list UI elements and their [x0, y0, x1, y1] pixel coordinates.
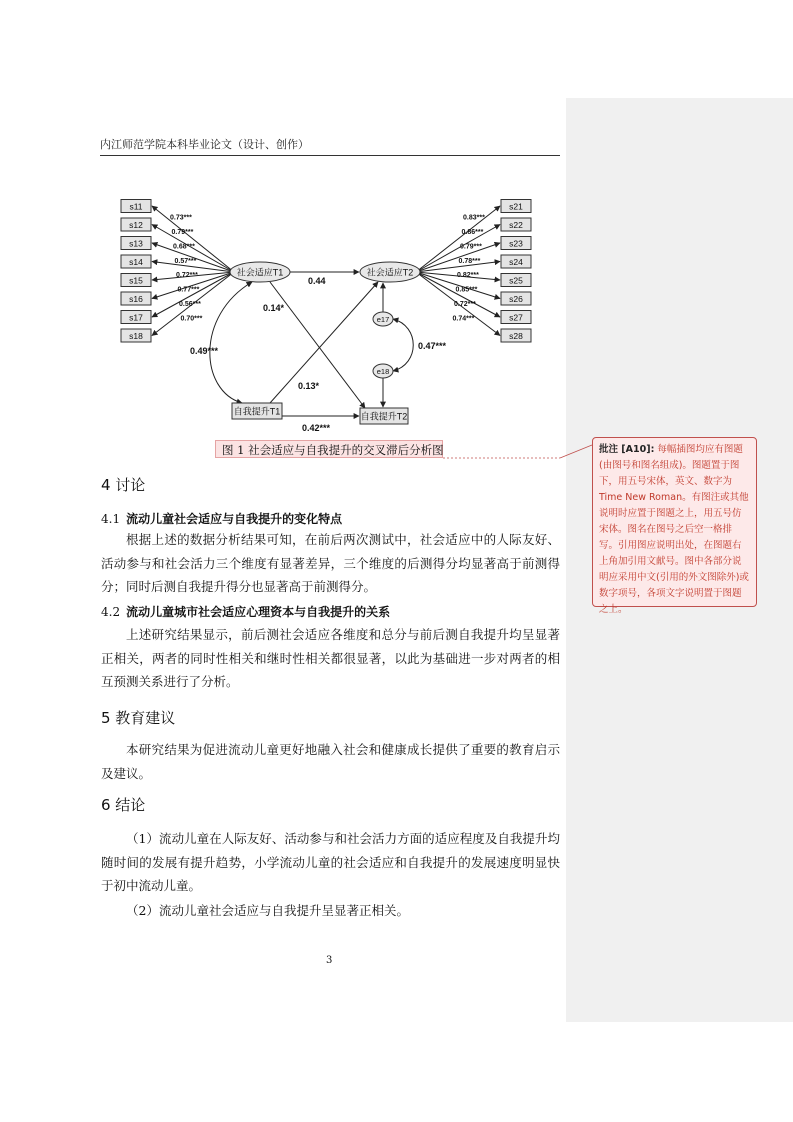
section-4-2-number: 4.2 — [101, 605, 121, 619]
path-self-to-social-label: 0.13* — [298, 381, 320, 391]
comment-tag: 批注 [A10]: — [599, 444, 655, 455]
path-self-stability-label: 0.42*** — [302, 423, 331, 433]
conclusion-item-1: （1）流动儿童在人际友好、活动参与和社会活力方面的适应程度及自我提升均随时间的发展有提升趋势，小学流动儿童的社会适应和自我提升的发展速度明显快于初中流动儿童。 — [101, 831, 560, 893]
covariance-t1-label: 0.49*** — [190, 346, 219, 356]
section-4-2-text: 流动儿童城市社会适应心理资本与自我提升的关系 — [126, 605, 391, 619]
indicator-s17-label: s17 — [129, 312, 143, 323]
section-6-title: 6 结论 — [101, 796, 146, 814]
section-4-1-paragraph: 根据上述的数据分析结果可知，在前后两次测试中，社会适应中的人际友好、活动参与和社会活力三个维度有显著差异，三个维度的后测得分均显著高于前测得分；同时后测自我提升得分也显著高于前测得分。 — [101, 532, 560, 594]
observed-self-t2-label: 自我提升T2 — [360, 411, 408, 422]
comment-text: 每幅插图均应有图题(由图号和图名组成)。图题置于图下，用五号宋体，英文、数字为 Time New Roman。有图注或其他说明时应置于图题之上，用五号仿宋体。图名在图号之后空一格排写。引用图应说明出处，在图题右上角加引用文献号。图中各部分说明应采用中文(引用的外文图除外)或数字项号，各项文字说明置于图题之上。 — [599, 444, 749, 615]
loading-s11: 0.73*** — [170, 214, 192, 222]
section-4-1-title — [101, 510, 342, 527]
section-4-2-title — [101, 603, 390, 620]
indicator-s26-label: s26 — [509, 294, 523, 304]
indicator-s18-label: s18 — [129, 331, 143, 341]
loading-s21: 0.83*** — [463, 214, 485, 222]
indicator-s24-label: s24 — [509, 257, 523, 267]
section-5-title: 5 教育建议 — [101, 709, 176, 727]
path-social-to-self-label: 0.14* — [263, 303, 285, 313]
indicator-s14-label: s14 — [129, 257, 143, 267]
indicator-s15-label: s15 — [129, 275, 143, 286]
loading-s18: 0.70*** — [180, 315, 203, 323]
loading-s16: 0.77*** — [177, 286, 200, 294]
loading-s12: 0.79*** — [171, 228, 194, 236]
observed-self-t1-label: 自我提升T1 — [233, 406, 281, 417]
section-4-title: 4 讨论 — [101, 476, 146, 494]
indicator-s11-label: s11 — [129, 201, 143, 212]
loading-s27: 0.72*** — [454, 301, 476, 309]
latent-social-t1-label: 社会适应T1 — [236, 267, 284, 278]
loading-s14: 0.57*** — [174, 257, 197, 265]
section-5-paragraph: 本研究结果为促进流动儿童更好地融入社会和健康成长提供了重要的教育启示及建议。 — [101, 742, 560, 781]
section-4-1-number: 4.1 — [101, 512, 121, 526]
latent-social-t2-label: 社会适应T2 — [366, 267, 414, 278]
section-4-2-paragraph: 上述研究结果显示，前后测社会适应各维度和总分与前后测自我提升均呈显著正相关，两者的同时性相关和继时性相关都很显著，以此为基础进一步对两者的相互预测关系进行了分析。 — [101, 627, 560, 689]
review-comment[interactable] — [592, 437, 757, 615]
indicator-s16-label: s16 — [129, 294, 143, 304]
indicator-s23-label: s23 — [509, 238, 523, 249]
loading-s24: 0.78*** — [458, 257, 481, 265]
indicator-s12-label: s12 — [129, 220, 143, 230]
loading-s26: 0.85*** — [455, 286, 478, 294]
indicator-s27-label: s27 — [509, 312, 523, 323]
loading-s15: 0.72*** — [176, 272, 198, 280]
conclusion-item-2: （2）流动儿童社会适应与自我提升呈显著正相关。 — [126, 903, 409, 918]
loading-s13: 0.68*** — [173, 243, 195, 251]
error-e17-label: e17 — [376, 315, 390, 324]
loading-s28: 0.74*** — [452, 315, 475, 323]
covariance-errors-label: 0.47*** — [418, 341, 447, 351]
indicator-s28-label: s28 — [509, 331, 523, 341]
loading-s25: 0.82*** — [457, 272, 479, 280]
indicator-s22-label: s22 — [509, 220, 523, 230]
indicator-s21-label: s21 — [509, 201, 523, 212]
figure-caption: 图 1 社会适应与自我提升的交叉滞后分析图 — [215, 440, 443, 458]
error-e18-label: e18 — [376, 367, 390, 376]
section-4-1-text: 流动儿童社会适应与自我提升的变化特点 — [126, 512, 343, 526]
loading-s23: 0.79*** — [460, 243, 482, 251]
page-header: 内江师范学院本科毕业论文（设计、创作） — [100, 136, 560, 156]
indicator-s13-label: s13 — [129, 238, 143, 249]
loading-s17: 0.56*** — [179, 301, 201, 309]
path-social-stability-label: 0.44 — [308, 276, 326, 286]
indicator-s25-label: s25 — [509, 275, 523, 286]
loading-s22: 0.86*** — [461, 228, 484, 236]
page-number: 3 — [326, 955, 333, 966]
